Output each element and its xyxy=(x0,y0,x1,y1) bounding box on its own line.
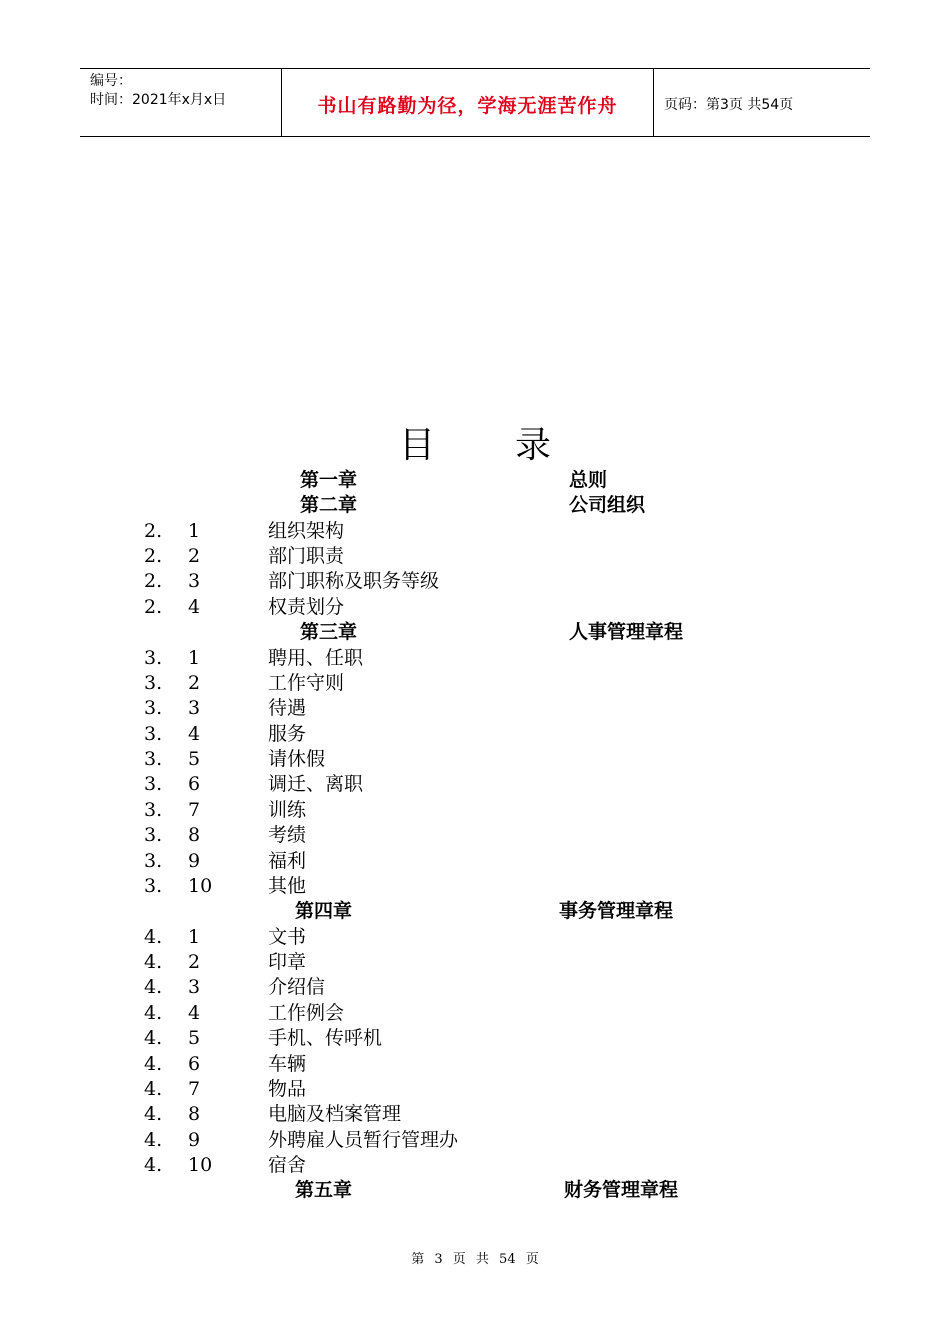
toc-section-major: 4. xyxy=(144,1078,163,1100)
toc-section-row xyxy=(0,772,950,797)
toc-chapter-title: 公司组织 xyxy=(569,494,646,516)
toc-section-row xyxy=(0,595,950,620)
toc-chapter-number: 第一章 xyxy=(300,469,358,491)
toc-section-row xyxy=(0,1102,950,1127)
toc-section-minor: 9 xyxy=(188,1129,201,1151)
toc-section-title: 权责划分 xyxy=(268,596,345,618)
toc-section-major: 4. xyxy=(144,1129,163,1151)
toc-section-minor: 1 xyxy=(188,647,201,669)
toc-section-minor: 10 xyxy=(188,1154,213,1176)
toc-section-title: 其他 xyxy=(268,875,307,897)
toc-chapter-row xyxy=(0,620,950,645)
toc-section-major: 4. xyxy=(144,951,163,973)
toc-section-row xyxy=(0,544,950,569)
toc-section-row xyxy=(0,1077,950,1102)
toc-section-title: 组织架构 xyxy=(268,520,345,542)
toc-section-minor: 7 xyxy=(188,799,201,821)
toc-section-major: 3. xyxy=(144,723,163,745)
toc-section-minor: 2 xyxy=(188,951,201,973)
toc-section-minor: 7 xyxy=(188,1078,201,1100)
toc-section-title: 印章 xyxy=(268,951,307,973)
toc-section-row xyxy=(0,1128,950,1153)
toc-title-char-2: 录 xyxy=(515,425,552,466)
header-motto: 书山有路勤为径，学海无涯苦作舟 xyxy=(317,95,618,117)
toc-section-major: 3. xyxy=(144,773,163,795)
toc-chapter-title: 总则 xyxy=(569,469,608,491)
toc-section-minor: 6 xyxy=(188,773,201,795)
toc-section-minor: 2 xyxy=(188,545,201,567)
toc-section-major: 3. xyxy=(144,697,163,719)
toc-section-title: 电脑及档案管理 xyxy=(268,1103,402,1125)
toc-section-minor: 9 xyxy=(188,850,201,872)
toc-section-row xyxy=(0,519,950,544)
toc-section-title: 车辆 xyxy=(268,1053,307,1075)
toc-section-title: 介绍信 xyxy=(268,976,326,998)
toc-section-row xyxy=(0,975,950,1000)
toc-section-major: 2. xyxy=(144,596,163,618)
toc-chapter-row xyxy=(0,493,950,518)
toc-section-title: 外聘雇人员暂行管理办 xyxy=(268,1129,459,1151)
page-footer: 第 3 页 共 54 页 xyxy=(411,1252,539,1267)
toc-section-major: 4. xyxy=(144,1053,163,1075)
toc-section-major: 2. xyxy=(144,520,163,542)
toc-section-major: 3. xyxy=(144,748,163,770)
toc-section-major: 3. xyxy=(144,672,163,694)
toc-title xyxy=(0,420,950,472)
toc-title-char-1: 目 xyxy=(398,425,435,466)
toc-section-title: 调迁、离职 xyxy=(268,773,364,795)
toc-section-row xyxy=(0,1001,950,1026)
toc-section-title: 待遇 xyxy=(268,697,307,719)
toc-chapter-row xyxy=(0,1178,950,1203)
toc-section-major: 2. xyxy=(144,545,163,567)
toc-section-minor: 5 xyxy=(188,748,201,770)
toc-section-minor: 1 xyxy=(188,926,201,948)
toc-section-row xyxy=(0,671,950,696)
toc-section-row xyxy=(0,823,950,848)
document-time-label: 时间：2021年x月x日 xyxy=(90,92,227,108)
toc-section-row xyxy=(0,1026,950,1051)
toc-section-major: 3. xyxy=(144,875,163,897)
toc-section-minor: 8 xyxy=(188,824,201,846)
toc-section-minor: 4 xyxy=(188,1002,201,1024)
toc-section-major: 4. xyxy=(144,1154,163,1176)
toc-section-major: 3. xyxy=(144,824,163,846)
toc-section-minor: 6 xyxy=(188,1053,201,1075)
toc-chapter-number: 第三章 xyxy=(300,621,358,643)
toc-section-major: 4. xyxy=(144,1002,163,1024)
toc-section-row xyxy=(0,798,950,823)
toc-section-title: 请休假 xyxy=(268,748,326,770)
header-motto-cell xyxy=(281,69,654,136)
toc-section-title: 宿舍 xyxy=(268,1154,307,1176)
toc-section-row xyxy=(0,950,950,975)
header-meta xyxy=(80,69,281,136)
toc-section-title: 训练 xyxy=(268,799,307,821)
header-page-info: 页码：第3页 共54页 xyxy=(664,97,794,113)
toc-section-major: 4. xyxy=(144,1027,163,1049)
toc-section-title: 福利 xyxy=(268,850,307,872)
toc-section-row xyxy=(0,646,950,671)
toc-section-row xyxy=(0,747,950,772)
toc-section-major: 4. xyxy=(144,976,163,998)
toc-section-title: 文书 xyxy=(268,926,307,948)
toc-section-row xyxy=(0,569,950,594)
toc-section-major: 3. xyxy=(144,850,163,872)
toc-chapter-number: 第四章 xyxy=(295,900,353,922)
toc-chapter-title: 财务管理章程 xyxy=(564,1179,679,1201)
toc-section-row xyxy=(0,849,950,874)
toc-section-major: 3. xyxy=(144,799,163,821)
toc-section-row xyxy=(0,1153,950,1178)
toc-section-minor: 5 xyxy=(188,1027,201,1049)
toc-section-row xyxy=(0,696,950,721)
toc-section-minor: 2 xyxy=(188,672,201,694)
toc-section-title: 部门职称及职务等级 xyxy=(268,570,440,592)
toc-section-row xyxy=(0,925,950,950)
toc-section-title: 部门职责 xyxy=(268,545,345,567)
toc-section-major: 4. xyxy=(144,1103,163,1125)
toc-section-row xyxy=(0,1052,950,1077)
toc-chapter-number: 第二章 xyxy=(300,494,358,516)
toc-section-title: 考绩 xyxy=(268,824,307,846)
toc-chapter-row xyxy=(0,899,950,924)
toc-section-minor: 3 xyxy=(188,697,201,719)
toc-section-row xyxy=(0,722,950,747)
toc-section-major: 3. xyxy=(144,647,163,669)
toc-section-minor: 3 xyxy=(188,570,201,592)
toc-section-title: 物品 xyxy=(268,1078,307,1100)
toc-chapter-title: 人事管理章程 xyxy=(569,621,684,643)
toc-section-title: 服务 xyxy=(268,723,307,745)
toc-section-title: 工作守则 xyxy=(268,672,345,694)
toc-section-minor: 8 xyxy=(188,1103,201,1125)
toc-section-title: 手机、传呼机 xyxy=(268,1027,383,1049)
toc-chapter-number: 第五章 xyxy=(295,1179,353,1201)
toc-section-major: 4. xyxy=(144,926,163,948)
toc-section-minor: 1 xyxy=(188,520,201,542)
toc-section-row xyxy=(0,874,950,899)
document-number-label: 编号： xyxy=(90,73,132,89)
toc-section-minor: 4 xyxy=(188,596,201,618)
toc-section-minor: 4 xyxy=(188,723,201,745)
toc-chapter-row xyxy=(0,468,950,493)
toc-section-major: 2. xyxy=(144,570,163,592)
toc-section-title: 工作例会 xyxy=(268,1002,345,1024)
toc-section-minor: 3 xyxy=(188,976,201,998)
toc-section-minor: 10 xyxy=(188,875,213,897)
toc-chapter-title: 事务管理章程 xyxy=(559,900,674,922)
page-header xyxy=(80,68,870,137)
toc-section-title: 聘用、任职 xyxy=(268,647,364,669)
